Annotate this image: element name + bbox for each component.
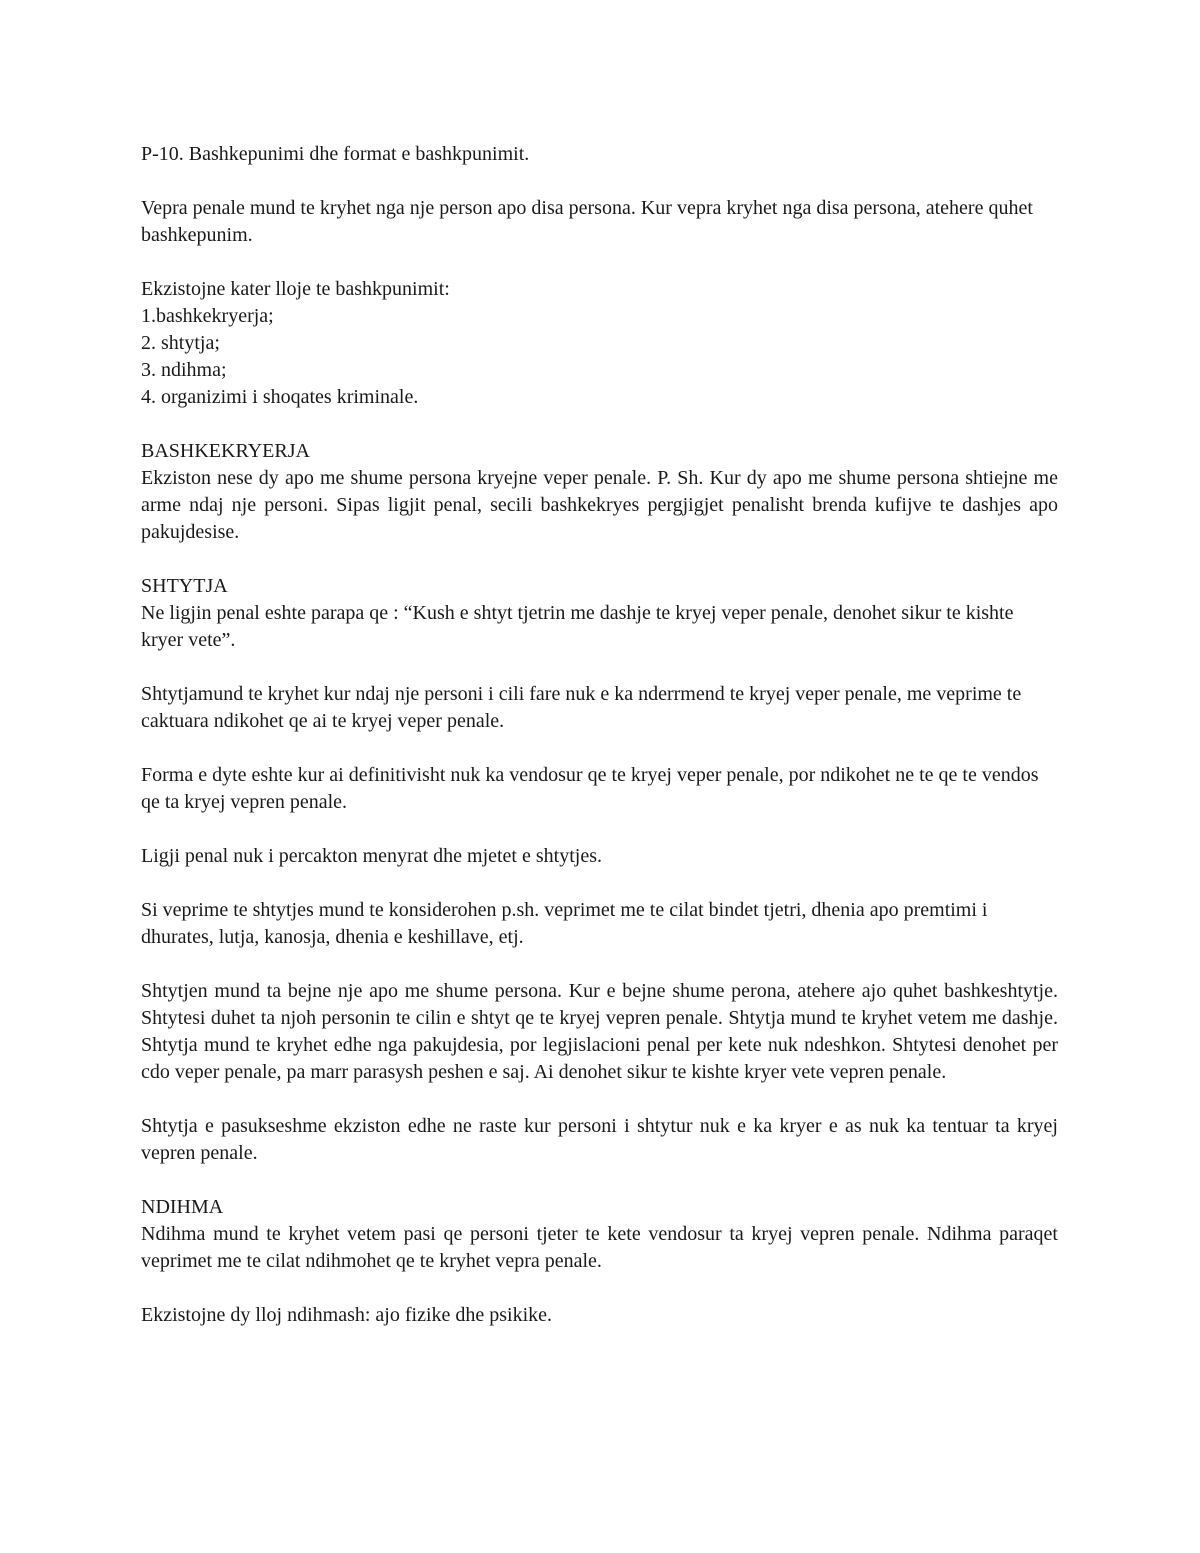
section-heading-shtytja: SHTYTJA xyxy=(141,575,228,597)
paragraph: Forma e dyte eshte kur ai definitivisht nuk ka vendosur qe te kryej veper penale, por ndikohet ne te qe te vendos qe ta kryej vepren penale. xyxy=(141,764,1039,813)
paragraph: Shtytjen mund ta bejne nje apo me shume persona. Kur e bejne shume perona, atehere ajo quhet bashkeshtytje. Shtytesi duhet ta njoh personin te cilin e shtyt qe te kryej vepren penale. Shtytja mund te kryhet vetem me dashje. Shtytja mund te kryhet edhe nga pakujdesia, por legjislacioni penal per kete nuk ndeshkon. Shtytesi denohet per cdo veper penale, pa marr parasysh peshen e saj. Ai denohet sikur te kishte kryer vete vepren penale. xyxy=(141,980,1058,1083)
document-page xyxy=(141,141,1058,1329)
section-heading-bashkekryerja: BASHKEKRYERJA xyxy=(141,440,310,462)
paragraph: Shtytja e pasukseshme ekziston edhe ne raste kur personi i shtytur nuk e ka kryer e as nuk ka tentuar ta kryej vepren penale. xyxy=(141,1115,1058,1164)
paragraph: Si veprime te shtytjes mund te konsiderohen p.sh. veprimet me te cilat bindet tjetri, dhenia apo premtimi i dhurates, lutja, kanosja, dhenia e keshillave, etj. xyxy=(141,899,988,948)
list-item: 4. organizimi i shoqates kriminale. xyxy=(141,386,419,408)
paragraph: Shtytjamund te kryhet kur ndaj nje personi i cili fare nuk e ka nderrmend te kryej veper penale, me veprime te caktuara ndikohet qe ai te kryej veper penale. xyxy=(141,683,1022,732)
paragraph: Ndihma mund te kryhet vetem pasi qe personi tjeter te kete vendosur ta kryej vepren penale. Ndihma paraqet veprimet me te cilat ndihmohet qe te kryhet vepra penale. xyxy=(141,1223,1058,1272)
paragraph: Ekziston nese dy apo me shume persona kryejne veper penale. P. Sh. Kur dy apo me shume persona shtiejne me arme ndaj nje personi. Sipas ligjit penal, secili bashkekryes pergjigjet penalisht brenda kufijve te dashjes apo pakujdesise. xyxy=(141,467,1058,543)
document-title: P-10. Bashkepunimi dhe format e bashkpunimit. xyxy=(141,143,530,165)
types-heading: Ekzistojne kater lloje te bashkpunimit: xyxy=(141,278,450,300)
paragraph: Ne ligjin penal eshte parapa qe : “Kush e shtyt tjetrin me dashje te kryej veper penale, denohet sikur te kishte kryer vete”. xyxy=(141,602,1014,651)
section-heading-ndihma: NDIHMA xyxy=(141,1196,224,1218)
paragraph: Ligji penal nuk i percakton menyrat dhe mjetet e shtytjes. xyxy=(141,845,602,867)
types-list xyxy=(141,303,1058,411)
intro-paragraph: Vepra penale mund te kryhet nga nje person apo disa persona. Kur vepra kryhet nga disa persona, atehere quhet bashkepunim. xyxy=(141,197,1033,246)
list-item: 3. ndihma; xyxy=(141,359,227,381)
paragraph: Ekzistojne dy lloj ndihmash: ajo fizike dhe psikike. xyxy=(141,1304,553,1326)
list-item: 2. shtytja; xyxy=(141,332,220,354)
list-item: 1.bashkekryerja; xyxy=(141,305,274,327)
